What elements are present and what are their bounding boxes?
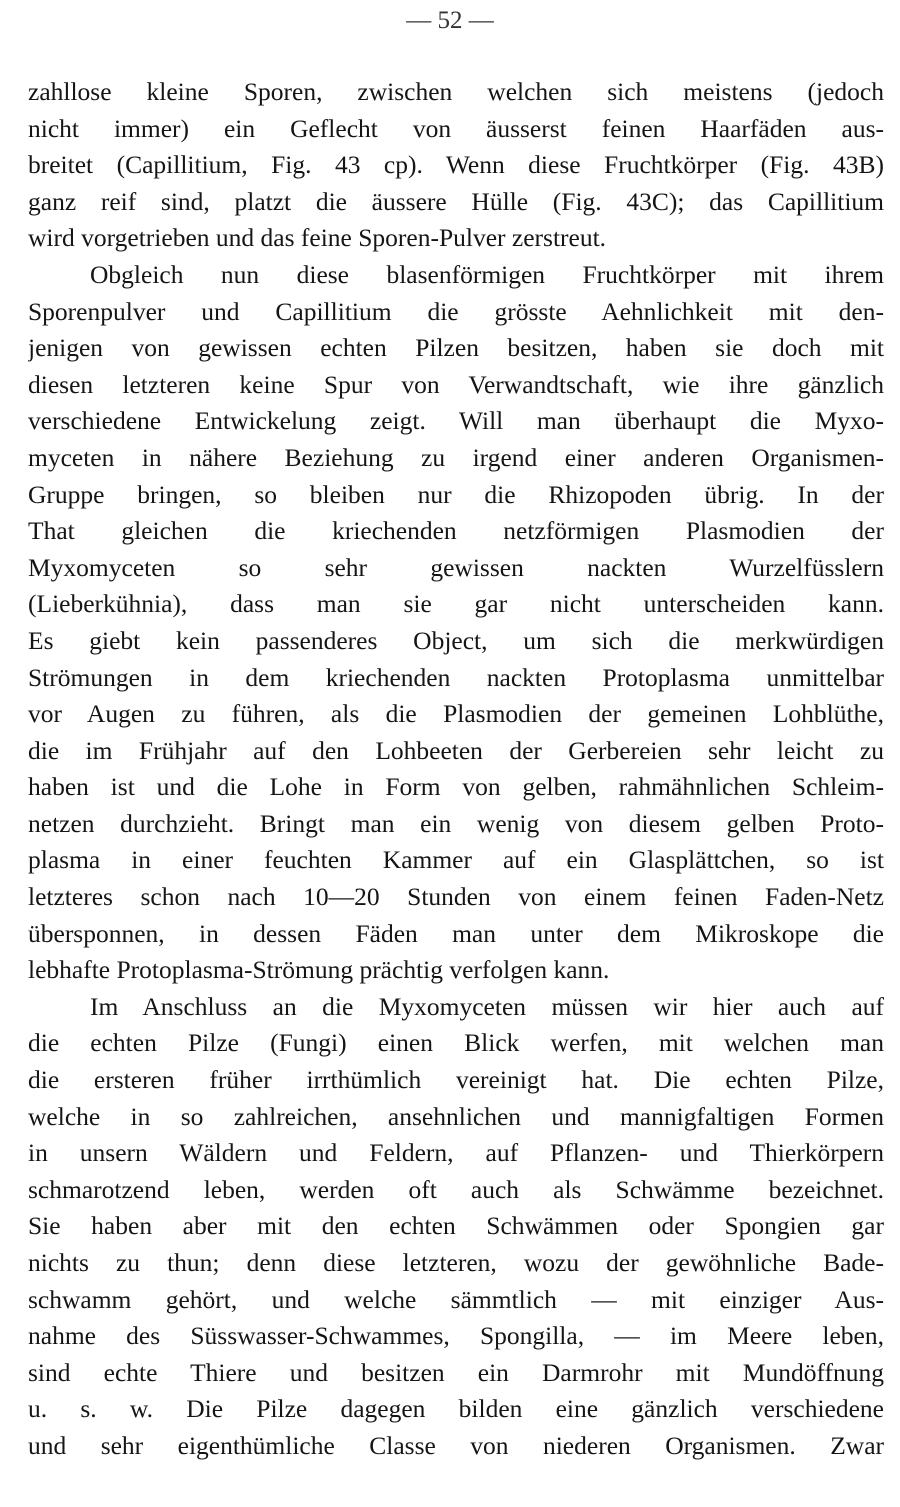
text-line: nichts zu thun; denn diese letzteren, wozu der gewöhnliche Bade- (28, 1248, 884, 1277)
body-text (28, 74, 884, 1465)
text-line: vor Augen zu führen, als die Plasmodien der gemeinen Lohblüthe, (28, 699, 884, 729)
text-line: sind echte Thiere und besitzen ein Darmrohr mit Mundöffnung (28, 1357, 884, 1387)
text-line: Es giebt kein passenderes Object, um sich die merkwürdigen (28, 625, 884, 655)
text-line: Myxomyceten so sehr gewissen nackten Wurzelfüsslern (28, 552, 884, 582)
text-line: nicht immer) ein Geflecht von äusserst feinen Haarfäden aus- (28, 113, 884, 143)
text-line: Strömungen in dem kriechenden nackten Protoplasma unmittelbar (28, 662, 884, 692)
text-line: breitet (Capillitium, Fig. 43 cp). Wenn diese Fruchtkörper (Fig. 43B) (28, 150, 884, 180)
text-line: Sie haben aber mit den echten Schwämmen oder Spongien gar (28, 1211, 884, 1241)
text-line: übersponnen, in dessen Fäden man unter dem Mikroskope die (28, 918, 884, 948)
text-line: und sehr eigenthümliche Classe von niederen Organismen. Zwar (28, 1430, 884, 1460)
text-line: myceten in nähere Beziehung zu irgend einer anderen Organismen- (28, 442, 884, 472)
text-line: in unsern Wäldern und Feldern, auf Pflanzen- und Thierkörpern (28, 1138, 884, 1168)
text-line: That gleichen die kriechenden netzförmigen Plasmodien der (28, 516, 884, 546)
text-line: diesen letzteren keine Spur von Verwandtschaft, wie ihre gänzlich (28, 369, 884, 399)
text-line: verschiedene Entwickelung zeigt. Will man überhaupt die Myxo- (28, 406, 884, 436)
text-line: wird vorgetrieben und das feine Sporen-Pulver zerstreut. (28, 223, 607, 253)
text-line: Im Anschluss an die Myxomyceten müssen wir hier auch auf (90, 991, 884, 1021)
text-line: letzteres schon nach 10—20 Stunden von einem feinen Faden-Netz (28, 882, 884, 912)
text-line: plasma in einer feuchten Kammer auf ein Glasplättchen, so ist (28, 845, 884, 875)
text-line: netzen durchzieht. Bringt man ein wenig von diesem gelben Proto- (28, 808, 884, 838)
text-line: schwamm gehört, und welche sämmtlich — mit einziger Aus- (28, 1284, 884, 1314)
text-line: lebhafte Protoplasma-Strömung prächtig verfolgen kann. (28, 955, 610, 985)
text-line: nahme des Süsswasser-Schwammes, Spongilla, — im Meere leben, (28, 1321, 884, 1351)
text-line: die echten Pilze (Fungi) einen Blick werfen, mit welchen man (28, 1028, 884, 1058)
text-line: Gruppe bringen, so bleiben nur die Rhizopoden übrig. In der (28, 479, 884, 509)
text-line: ganz reif sind, platzt die äussere Hülle (Fig. 43C); das Capillitium (28, 186, 884, 216)
text-line: jenigen von gewissen echten Pilzen besitzen, haben sie doch mit (28, 333, 884, 363)
text-line: die im Frühjahr auf den Lohbeeten der Gerbereien sehr leicht zu (28, 735, 884, 765)
text-line: die ersteren früher irrthümlich vereinigt hat. Die echten Pilze, (28, 1065, 884, 1095)
text-line: u. s. w. Die Pilze dagegen bilden eine gänzlich verschiedene (28, 1394, 884, 1424)
text-line: Obgleich nun diese blasenförmigen Fruchtkörper mit ihrem (90, 259, 884, 289)
text-line: schmarotzend leben, werden oft auch als Schwämme bezeichnet. (28, 1174, 884, 1204)
text-line: (Lieberkühnia), dass man sie gar nicht unterscheiden kann. (28, 589, 884, 619)
text-line: haben ist und die Lohe in Form von gelben, rahmähnlichen Schleim- (28, 772, 884, 802)
text-line: Sporenpulver und Capillitium die grösste Aehnlichkeit mit den- (28, 296, 884, 326)
text-line: welche in so zahlreichen, ansehnlichen und mannigfaltigen Formen (28, 1101, 884, 1131)
text-line: zahllose kleine Sporen, zwischen welchen sich meistens (jedoch (28, 77, 884, 106)
page-number: — 52 — (406, 7, 494, 34)
